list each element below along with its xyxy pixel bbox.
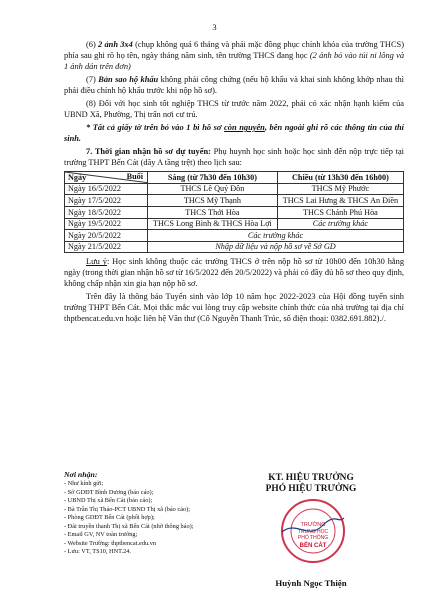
item-6-number: (6) [86, 40, 99, 49]
row-day: Ngày 20/5/2022 [65, 230, 148, 242]
closing-paragraph: Trên đây là thông báo Tuyển sinh vào lớp 10 năm học 2022-2023 của Hội đồng tuyển sinh trường THPT Bến Cát. Mọi thắc mắc vui lòng truy cập website chính thức của nhà trường tại địa chỉ thptbencat.edu.vn hoặc liên hệ Văn thư (Cô Nguyễn Thanh Trúc, số điện thoại: 0382.691.882)./. [64, 292, 404, 323]
item-6-text: (chụp không quá 6 tháng và phải mặc đồng phục chính khóa của trường THCS) phía sau ghi rõ họ tên, ngày tháng năm sinh, tên trường THCS đang học [64, 40, 404, 60]
row-morning: THCS Long Bình & THCS Hòa Lợi [148, 218, 278, 230]
header-buoi: Buổi [126, 172, 143, 182]
luu-y-text: : Học sinh không thuộc các trường THCS ở trên nộp hồ sơ từ 10h00 đến 10h30 hằng ngày (trong thời gian nhận hồ sơ từ 16/5/2022 đến 20/5/2022) và phải có đầy đủ hồ sơ theo quy định, không chấp nhận xin gia hạn nộp hồ sơ. [64, 257, 405, 289]
header-corner-cell [65, 172, 148, 184]
item-6-lead: 2 ảnh 3x4 [98, 40, 133, 49]
envelope-note-a: * Tất cả giấy tờ trên bỏ vào 1 bì hồ sơ [86, 123, 225, 133]
row-afternoon: THCS Chánh Phú Hòa [277, 207, 403, 219]
row-day: Ngày 19/5/2022 [65, 218, 148, 230]
row-morning: THCS Lê Quý Đôn [148, 183, 278, 195]
item-6 [64, 40, 404, 72]
table-row [65, 195, 404, 207]
signature-title-2: PHÓ HIỆU TRƯỞNG [265, 484, 357, 494]
svg-text:TRUNG HỌC: TRUNG HỌC [297, 529, 329, 535]
recipient-item: - Như kính gửi; [64, 480, 104, 487]
row-morning: THCS Thới Hòa [148, 207, 278, 219]
item-6-note: (2 ảnh bỏ vào túi ni lông và 1 ảnh dán trên đơn) [64, 50, 405, 71]
item-8: (8) Đối với học sinh tốt nghiệp THCS từ trước năm 2022, phải có xác nhận hạnh kiểm của UBND Xã, Phường, Thị trấn nơi cư trú. [64, 98, 404, 119]
page-number: 3 [212, 22, 217, 32]
table-row [65, 218, 404, 230]
item-7-text: không phải công chứng (nếu hộ khẩu và khai sinh không khớp nhau thì phải điều chỉnh hộ khẩu trước khi nộp hồ sơ). [64, 74, 404, 95]
header-afternoon: Chiều (từ 13h30 đến 16h00) [277, 172, 403, 184]
luu-y-paragraph [64, 257, 404, 289]
recipient-item: - Bà Trần Thị Thảo-PCT UBND Thị xã (báo cáo); [64, 505, 190, 513]
header-ngay: Ngày [68, 173, 87, 183]
svg-text:PHỔ THÔNG: PHỔ THÔNG [297, 535, 329, 541]
header-morning: Sáng (từ 7h30 đến 10h30) [148, 172, 278, 184]
row-afternoon: Các trường khác [277, 218, 403, 230]
section-7-text: Phụ huynh học sinh hoặc học sinh đến nộp trực tiếp tại trường THPT Bến Cát (dãy A tầng trệt) theo lịch sau: [64, 147, 404, 167]
recipient-item: - UBND Thị xã Bến Cát (báo cáo); [64, 497, 153, 505]
row-day: Ngày 17/5/2022 [65, 195, 148, 207]
item-7-lead: Bản sao hộ khẩu [98, 74, 159, 84]
recipient-item: - Đài truyền thanh Thị xã Bến Cát (nhờ thông báo); [64, 522, 194, 530]
envelope-note-b: còn nguyên [224, 123, 265, 133]
recipients-title: Nơi nhận: [64, 470, 98, 479]
recipient-item: - Website Trường: thptbencat.edu.vn [64, 539, 156, 547]
table-row [65, 241, 404, 253]
row-day: Ngày 18/5/2022 [65, 207, 148, 219]
row-merged: Nhập dữ liệu và nộp hồ sơ về Sở GD [148, 241, 404, 253]
school-stamp [278, 496, 348, 566]
svg-text:TRƯỜNG: TRƯỜNG [300, 522, 326, 528]
section-7 [64, 147, 404, 169]
document-body [64, 40, 404, 327]
row-afternoon: THCS Mỹ Phước [277, 183, 403, 195]
signature-title-1: KT. HIỆU TRƯỞNG [268, 473, 354, 483]
row-afternoon: THCS Lai Hưng & THCS An Điền [277, 195, 403, 207]
recipient-item: - Lưu: VT, TS10, HNT.24. [64, 548, 131, 556]
table-row [65, 183, 404, 195]
row-merged: Các trường khác [148, 230, 404, 242]
item-7 [64, 75, 404, 97]
table-row [65, 207, 404, 219]
recipient-item: - Phòng GDĐT Bến Cát (phối hợp); [64, 514, 155, 522]
recipient-item: - Sở GDĐT Bình Dương (báo cáo); [64, 488, 154, 496]
envelope-note [64, 123, 404, 145]
luu-y-label: Lưu ý [86, 257, 107, 267]
schedule-table [64, 171, 404, 253]
section-7-heading: 7. Thời gian nhận hồ sơ dự tuyển: [86, 147, 211, 157]
row-day: Ngày 16/5/2022 [65, 183, 148, 195]
envelope-note-c: , bên ngoài ghi rõ các thông tin của thí sinh. [64, 123, 404, 143]
row-day: Ngày 21/5/2022 [65, 241, 148, 253]
svg-text:BẾN CÁT: BẾN CÁT [299, 543, 327, 549]
table-row [65, 230, 404, 242]
row-morning: THCS Mỹ Thạnh [148, 195, 278, 207]
item-7-number: (7) [86, 74, 99, 84]
recipient-item: - Email GV, NV toàn trường; [64, 531, 138, 539]
schedule-header-row [65, 172, 404, 184]
signer-name: Huỳnh Ngọc Thiện [275, 578, 347, 588]
signature-block [226, 473, 396, 588]
